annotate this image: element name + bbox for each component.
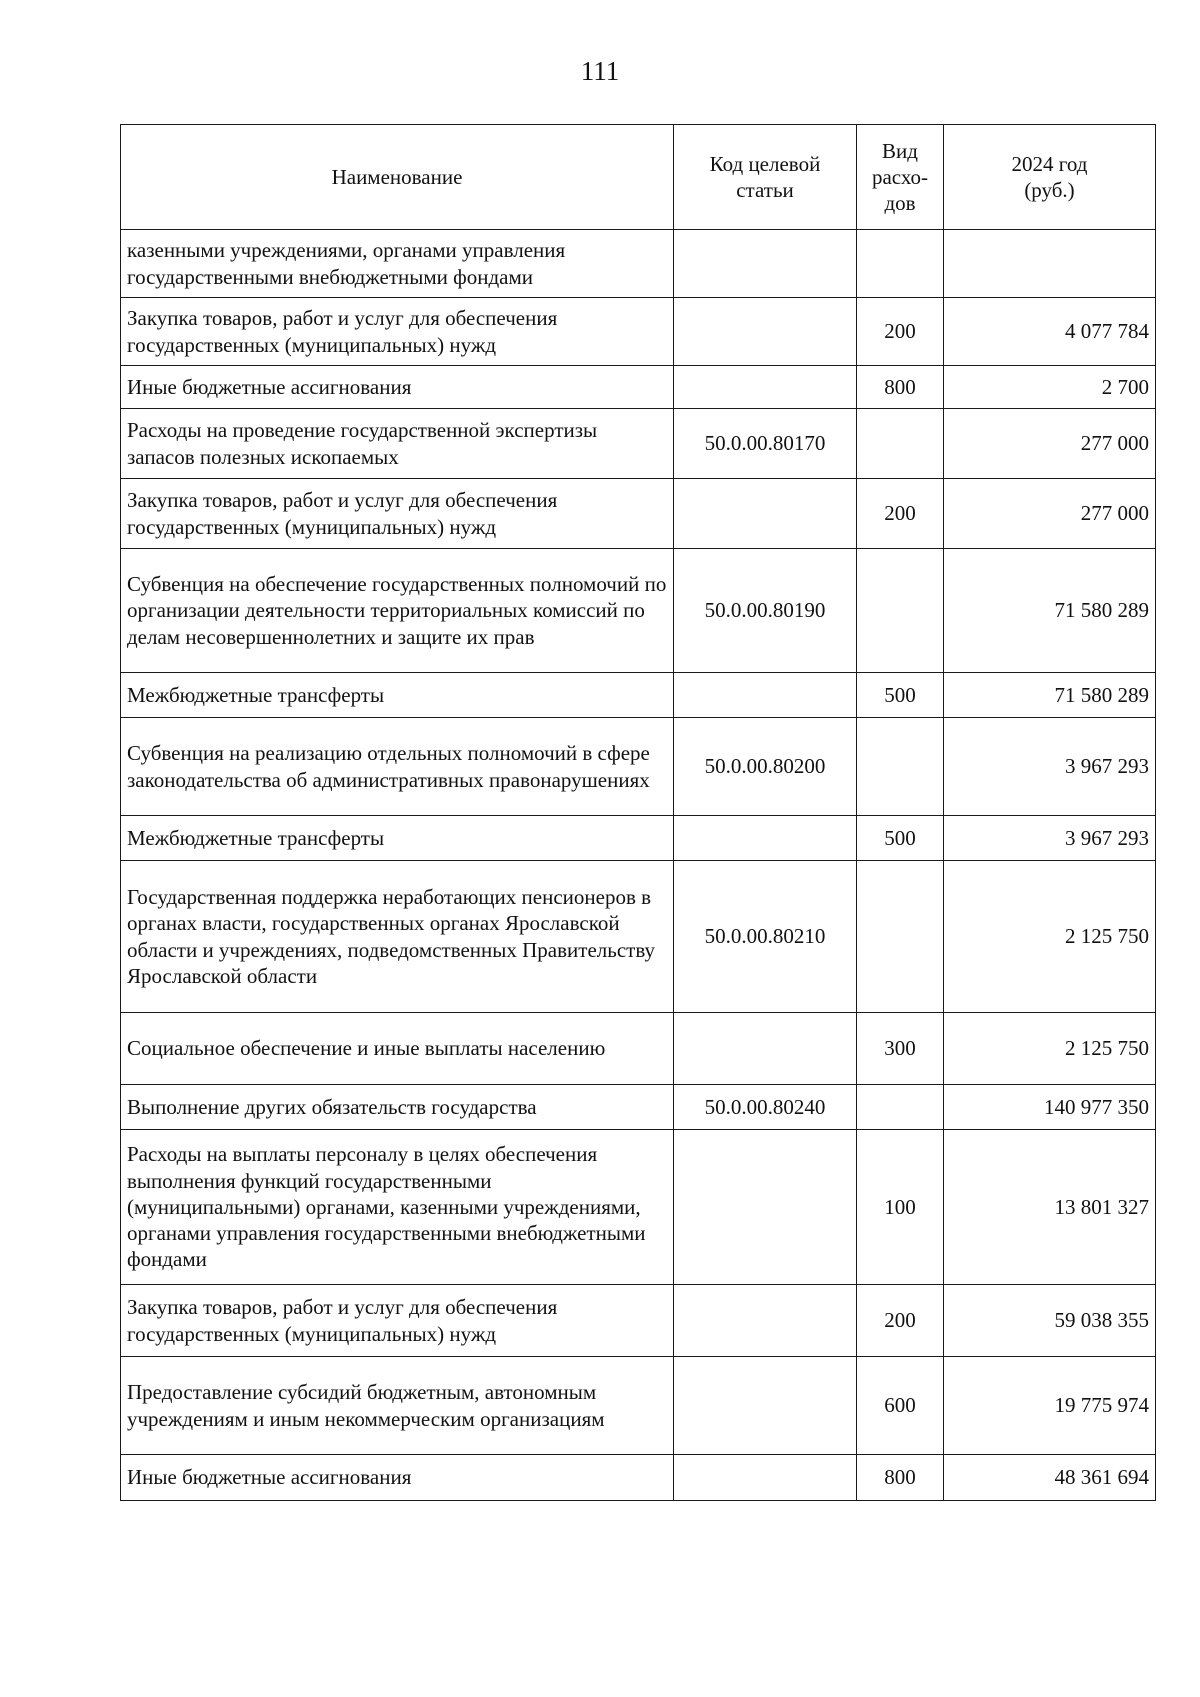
row-name: Закупка товаров, работ и услуг для обеспечения государственных (муниципальных) нужд (121, 1285, 674, 1357)
row-name: Субвенция на реализацию отдельных полномочий в сфере законодательства об административных правонарушениях (121, 718, 674, 816)
row-name: Закупка товаров, работ и услуг для обеспечения государственных (муниципальных) нужд (121, 298, 674, 366)
row-kind (857, 861, 944, 1013)
row-kind (857, 1085, 944, 1130)
page-number: 111 (580, 56, 620, 86)
row-kind: 300 (857, 1013, 944, 1085)
row-kind: 800 (857, 1455, 944, 1501)
header-kind: Вид расхо-дов (857, 125, 944, 230)
row-kind (857, 549, 944, 673)
row-name: Иные бюджетные ассигнования (121, 366, 674, 409)
row-name: Социальное обеспечение и иные выплаты населению (121, 1013, 674, 1085)
row-code (674, 366, 857, 409)
header-name: Наименование (121, 125, 674, 230)
row-name: Государственная поддержка неработающих пенсионеров в органах власти, государственных органах Ярославской области и учреждениях, подведомственных Правительству Ярославской области (121, 861, 674, 1013)
row-name: Выполнение других обязательств государства (121, 1085, 674, 1130)
row-code (674, 1130, 857, 1285)
row-kind: 200 (857, 479, 944, 549)
budget-table (120, 124, 1156, 1501)
row-code (674, 1357, 857, 1455)
table-row (121, 549, 1156, 673)
row-kind: 100 (857, 1130, 944, 1285)
row-amount: 4 077 784 (944, 298, 1156, 366)
row-amount: 2 125 750 (944, 1013, 1156, 1085)
row-amount: 19 775 974 (944, 1357, 1156, 1455)
row-kind: 600 (857, 1357, 944, 1455)
row-amount: 2 125 750 (944, 861, 1156, 1013)
table-row (121, 1130, 1156, 1285)
table-row (121, 1455, 1156, 1501)
row-name: казенными учреждениями, органами управления государственными внебюджетными фондами (121, 230, 674, 298)
row-code: 50.0.00.80170 (674, 409, 857, 479)
row-code: 50.0.00.80200 (674, 718, 857, 816)
table-row (121, 1013, 1156, 1085)
row-code: 50.0.00.80210 (674, 861, 857, 1013)
row-amount: 59 038 355 (944, 1285, 1156, 1357)
table-row (121, 298, 1156, 366)
row-name: Закупка товаров, работ и услуг для обеспечения государственных (муниципальных) нужд (121, 479, 674, 549)
table-header-row (121, 125, 1156, 230)
row-name: Субвенция на обеспечение государственных полномочий по организации деятельности территориальных комиссий по делам несовершеннолетних и защите их прав (121, 549, 674, 673)
table-row (121, 1085, 1156, 1130)
row-code (674, 1285, 857, 1357)
row-kind: 200 (857, 1285, 944, 1357)
row-amount: 3 967 293 (944, 718, 1156, 816)
row-code: 50.0.00.80190 (674, 549, 857, 673)
row-name: Межбюджетные трансферты (121, 816, 674, 861)
row-amount: 48 361 694 (944, 1455, 1156, 1501)
table-row (121, 409, 1156, 479)
row-amount: 71 580 289 (944, 673, 1156, 718)
row-name: Иные бюджетные ассигнования (121, 1455, 674, 1501)
row-amount: 13 801 327 (944, 1130, 1156, 1285)
table-row (121, 1357, 1156, 1455)
row-code (674, 298, 857, 366)
table-row (121, 816, 1156, 861)
row-name: Расходы на проведение государственной экспертизы запасов полезных ископаемых (121, 409, 674, 479)
table-row (121, 718, 1156, 816)
row-code (674, 1455, 857, 1501)
row-amount: 71 580 289 (944, 549, 1156, 673)
row-amount: 2 700 (944, 366, 1156, 409)
row-kind: 200 (857, 298, 944, 366)
row-name: Расходы на выплаты персоналу в целях обеспечения выполнения функций государственными (муниципальными) органами, казенными учреждениями, органами управления государственными внебюджетными фондами (121, 1130, 674, 1285)
row-amount: 277 000 (944, 409, 1156, 479)
row-kind (857, 409, 944, 479)
table-row (121, 366, 1156, 409)
row-amount: 277 000 (944, 479, 1156, 549)
row-amount (944, 230, 1156, 298)
row-code (674, 816, 857, 861)
row-amount: 3 967 293 (944, 816, 1156, 861)
row-code (674, 1013, 857, 1085)
header-code: Код целевой статьи (674, 125, 857, 230)
table-row (121, 230, 1156, 298)
row-kind: 500 (857, 816, 944, 861)
header-amount: 2024 год (руб.) (944, 125, 1156, 230)
row-code (674, 230, 857, 298)
row-amount: 140 977 350 (944, 1085, 1156, 1130)
row-kind: 500 (857, 673, 944, 718)
row-code (674, 479, 857, 549)
table-row (121, 1285, 1156, 1357)
row-name: Предоставление субсидий бюджетным, автономным учреждениям и иным некоммерческим организациям (121, 1357, 674, 1455)
table-row (121, 479, 1156, 549)
table-row (121, 673, 1156, 718)
row-code: 50.0.00.80240 (674, 1085, 857, 1130)
row-kind: 800 (857, 366, 944, 409)
row-kind (857, 718, 944, 816)
row-kind (857, 230, 944, 298)
row-code (674, 673, 857, 718)
row-name: Межбюджетные трансферты (121, 673, 674, 718)
table-row (121, 861, 1156, 1013)
